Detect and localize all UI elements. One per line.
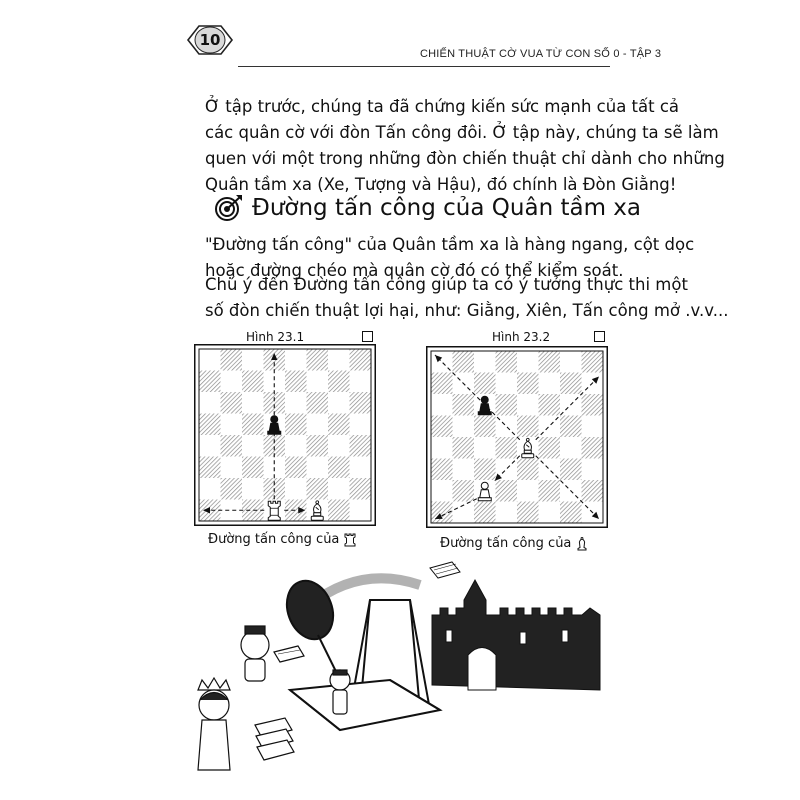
dark-square <box>496 437 518 459</box>
light-square <box>539 373 561 395</box>
rook-icon <box>343 533 357 547</box>
dark-square <box>474 373 496 395</box>
dark-square <box>560 416 582 438</box>
light-square <box>307 414 329 436</box>
light-square <box>431 480 453 502</box>
light-square <box>328 349 350 371</box>
dark-square <box>431 459 453 481</box>
dark-square <box>350 435 372 457</box>
soldier-character-drawing <box>330 670 350 714</box>
light-square <box>199 435 221 457</box>
dark-square <box>517 373 539 395</box>
figure-1-caption <box>208 532 357 547</box>
tip-line: số đòn chiến thuật lợi hại, như: Giằng, Xiên, Tấn công mở .v.v... <box>205 301 729 320</box>
section-heading: Đường tấn công của Quân tầm xa <box>252 195 641 221</box>
target-icon <box>214 193 244 223</box>
figure-1-caption-text: Đường tấn công của <box>208 532 340 547</box>
chessboard-1 <box>194 344 376 526</box>
dark-square <box>285 371 307 393</box>
dark-square <box>221 435 243 457</box>
light-square <box>582 459 604 481</box>
light-square <box>328 478 350 500</box>
dark-square <box>517 459 539 481</box>
dark-square <box>350 349 372 371</box>
dark-square <box>199 457 221 479</box>
page-number-badge <box>182 20 238 60</box>
catapult-castle-illustration <box>190 560 610 790</box>
dark-square <box>307 478 329 500</box>
dark-square <box>285 414 307 436</box>
light-square <box>328 435 350 457</box>
light-square <box>474 437 496 459</box>
dark-square <box>582 437 604 459</box>
figure-2-title: Hình 23.2 <box>492 330 551 344</box>
light-square <box>199 349 221 371</box>
dark-square <box>453 480 475 502</box>
light-square <box>221 500 243 522</box>
dark-square <box>496 480 518 502</box>
light-square <box>307 371 329 393</box>
dark-square <box>199 414 221 436</box>
dark-square <box>307 349 329 371</box>
figure-1-checkbox[interactable] <box>362 331 373 342</box>
dark-square <box>307 435 329 457</box>
king-character-drawing <box>241 626 304 681</box>
light-square <box>350 371 372 393</box>
light-square <box>242 435 264 457</box>
figure-2-checkbox[interactable] <box>594 331 605 342</box>
light-square <box>350 414 372 436</box>
flying-chessboard-drawing <box>430 562 460 578</box>
light-square <box>285 349 307 371</box>
dark-square <box>496 351 518 373</box>
dark-square <box>517 416 539 438</box>
dark-square <box>453 351 475 373</box>
dark-square <box>431 416 453 438</box>
dark-square <box>539 351 561 373</box>
dark-square <box>242 371 264 393</box>
light-square <box>242 392 264 414</box>
dark-square <box>264 392 286 414</box>
dark-square <box>307 392 329 414</box>
dark-square <box>582 480 604 502</box>
page-number: 10 <box>199 31 221 49</box>
light-square <box>517 394 539 416</box>
light-square <box>199 392 221 414</box>
dark-square <box>242 414 264 436</box>
dark-square <box>350 392 372 414</box>
catapult-drawing <box>279 574 440 730</box>
light-square <box>242 349 264 371</box>
light-square <box>285 478 307 500</box>
light-square <box>242 478 264 500</box>
dark-square <box>474 459 496 481</box>
header-rule <box>238 66 610 67</box>
dark-square <box>539 437 561 459</box>
dark-square <box>328 500 350 522</box>
dark-square <box>285 457 307 479</box>
light-square <box>307 457 329 479</box>
definition-line: hoặc đường chéo mà quân cờ đó có thể kiểm soát. <box>205 261 624 280</box>
intro-line: Quân tầm xa (Xe, Tượng và Hậu), đó chính là Đòn Giằng! <box>205 175 677 194</box>
dark-square <box>328 414 350 436</box>
dark-square <box>350 478 372 500</box>
dark-square <box>221 478 243 500</box>
light-square <box>221 457 243 479</box>
white-rook-piece <box>268 501 280 520</box>
intro-line: các quân cờ với đòn Tấn công đôi. Ở tập này, chúng ta sẽ làm <box>205 123 719 142</box>
light-square <box>517 351 539 373</box>
dark-square <box>539 480 561 502</box>
light-square <box>350 500 372 522</box>
light-square <box>453 416 475 438</box>
light-square <box>431 437 453 459</box>
light-square <box>285 435 307 457</box>
light-square <box>496 373 518 395</box>
intro-line: quen với một trong những đòn chiến thuật chỉ dành cho những <box>205 149 725 168</box>
figure-1-title: Hình 23.1 <box>246 330 305 344</box>
dark-square <box>517 502 539 524</box>
running-title: CHIẾN THUẬT CỜ VUA TỪ CON SỐ 0 - TẬP 3 <box>420 48 662 60</box>
light-square <box>453 459 475 481</box>
light-square <box>199 478 221 500</box>
light-square <box>285 392 307 414</box>
dark-square <box>582 351 604 373</box>
light-square <box>517 480 539 502</box>
dark-square <box>431 373 453 395</box>
dark-square <box>560 373 582 395</box>
dark-square <box>328 457 350 479</box>
castle-drawing <box>432 580 600 690</box>
intro-paragraph <box>205 94 725 198</box>
dark-square <box>199 371 221 393</box>
dark-square <box>496 394 518 416</box>
light-square <box>264 371 286 393</box>
light-square <box>350 457 372 479</box>
dark-square <box>560 502 582 524</box>
dark-square <box>560 459 582 481</box>
light-square <box>560 437 582 459</box>
light-square <box>582 416 604 438</box>
light-square <box>328 392 350 414</box>
light-square <box>496 502 518 524</box>
light-square <box>221 414 243 436</box>
light-square <box>221 371 243 393</box>
light-square <box>474 351 496 373</box>
light-square <box>560 351 582 373</box>
dark-square <box>242 457 264 479</box>
dark-square <box>221 392 243 414</box>
dark-square <box>453 394 475 416</box>
dark-square <box>474 416 496 438</box>
dark-square <box>328 371 350 393</box>
dark-square <box>539 394 561 416</box>
dark-square <box>474 502 496 524</box>
dark-square <box>453 437 475 459</box>
light-square <box>539 502 561 524</box>
figure-2-caption <box>440 536 589 551</box>
dark-square <box>221 349 243 371</box>
light-square <box>431 394 453 416</box>
queen-character-drawing <box>198 678 294 770</box>
chessboard-2 <box>426 346 608 528</box>
bishop-icon <box>575 537 589 551</box>
definition-line: "Đường tấn công" của Quân tầm xa là hàng ngang, cột dọc <box>205 235 695 254</box>
dark-square <box>582 394 604 416</box>
tip-line: Chú ý đến Đường tấn công giúp ta có ý tưởng thực thi một <box>205 275 688 294</box>
intro-line: Ở tập trước, chúng ta đã chứng kiến sức mạnh của tất cả <box>205 97 680 116</box>
figure-2-caption-text: Đường tấn công của <box>440 536 572 551</box>
tip-paragraph <box>205 272 729 324</box>
